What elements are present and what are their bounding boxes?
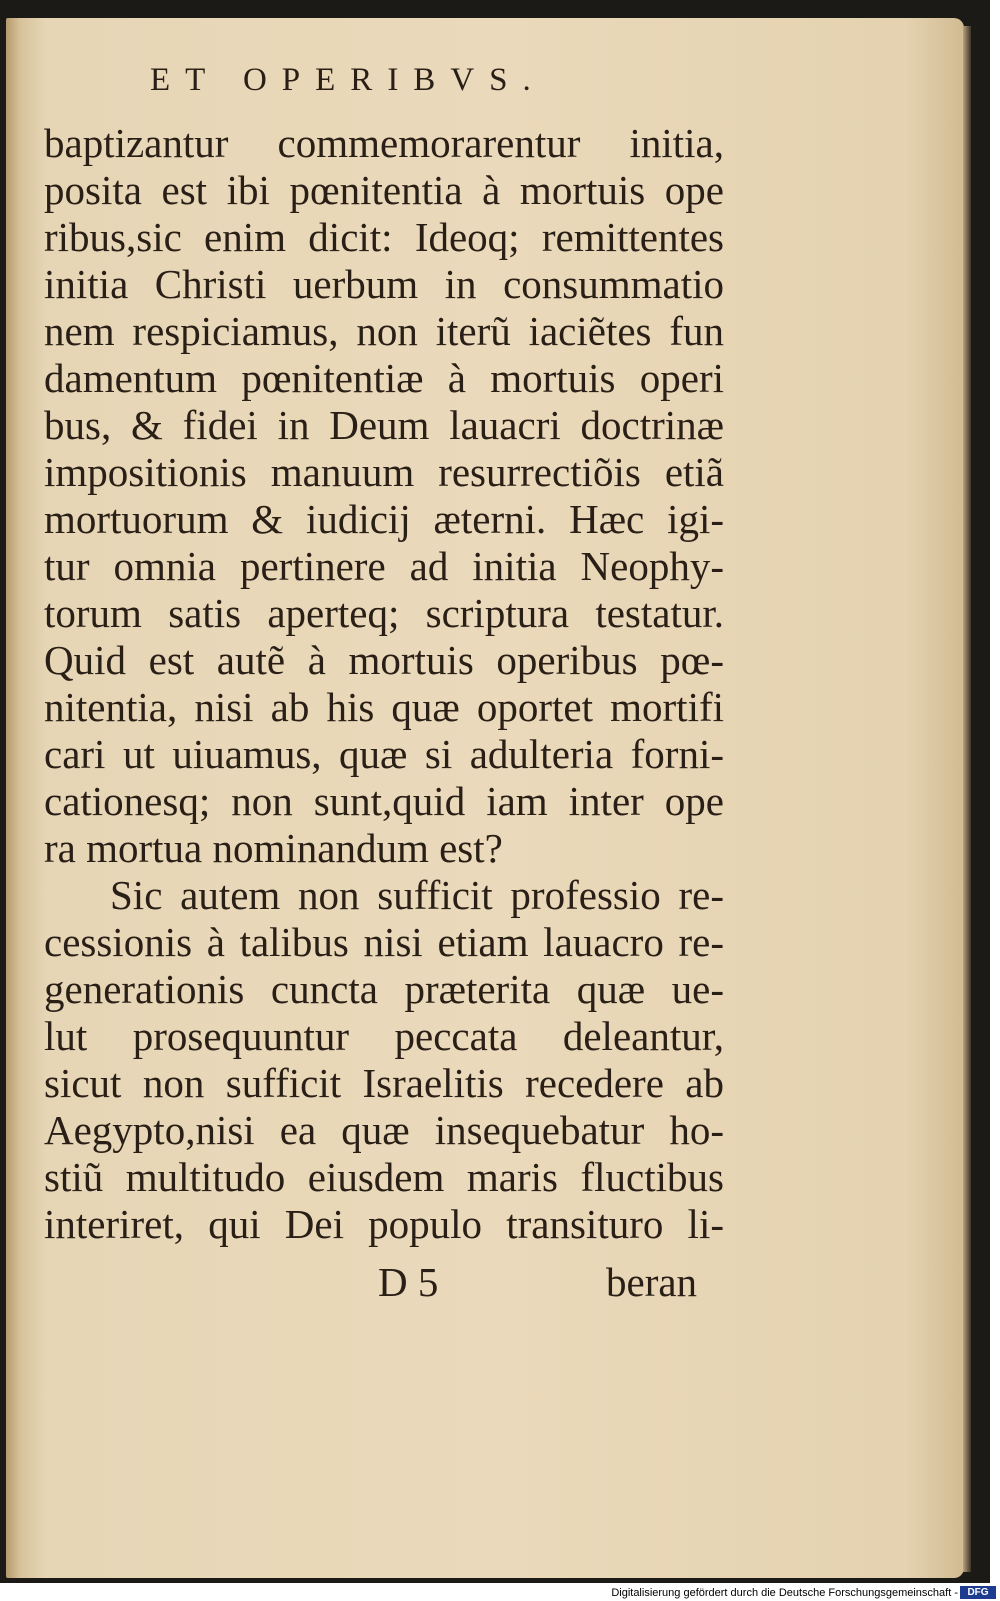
text-line: cari ut uiuamus, quæ si adulteria forni-: [44, 731, 724, 777]
text-line: nem respiciamus, non iterũ iaciẽtes fun: [44, 308, 724, 354]
text-line: Aegypto,nisi ea quæ insequebatur ho-: [44, 1107, 724, 1153]
catchword: beran: [606, 1259, 698, 1305]
text-line: lut prosequuntur peccata deleantur,: [44, 1013, 724, 1059]
text-line: ra mortua nominandum est?: [44, 825, 503, 871]
page-edge-shadow: [963, 26, 971, 1572]
text-line: Quid est autẽ à mortuis operibus pœ-: [44, 637, 724, 683]
text-line: generationis cuncta præterita quæ ue-: [44, 966, 724, 1012]
text-line: impositionis manuum resurrectiõis etiã: [44, 449, 724, 495]
signature-mark: D 5: [378, 1259, 439, 1305]
text-line: interiret, qui Dei populo transituro li-: [44, 1201, 724, 1247]
text-line: initia Christi uerbum in consummatio: [44, 261, 724, 307]
digitization-credit: Digitalisierung gefördert durch die Deutsche Forschungsgemeinschaft -: [611, 1587, 958, 1599]
text-line: torum satis aperteq; scriptura testatur.: [44, 590, 724, 636]
text-line: tur omnia pertinere ad initia Neophy-: [44, 543, 724, 589]
text-line: nitentia, nisi ab his quæ oportet mortifi: [44, 684, 724, 730]
body-text: [44, 120, 724, 1248]
text-line: mortuorum & iudicij æterni. Hæc igi-: [44, 496, 724, 542]
text-line: posita est ibi pœnitentia à mortuis ope: [44, 167, 724, 213]
text-line: damentum pœnitentiæ à mortuis operi: [44, 355, 724, 401]
text-line: sicut non sufficit Israelitis recedere ab: [44, 1060, 724, 1106]
dfg-logo: DFG: [960, 1586, 996, 1599]
text-line: stiũ multitudo eiusdem maris fluctibus: [44, 1154, 724, 1200]
text-line: baptizantur commemorarentur initia,: [44, 120, 724, 166]
text-line: cationesq; non sunt,quid iam inter ope: [44, 778, 724, 824]
text-line: cessionis à talibus nisi etiam lauacro re-: [44, 919, 724, 965]
text-line: bus, & fidei in Deum lauacri doctrinæ: [44, 402, 724, 448]
text-line: ribus,sic enim dicit: Ideoq; remittentes: [44, 214, 724, 260]
text-line-paragraph-start: Sic autem non sufficit professio re-: [110, 872, 724, 918]
running-title: ET OPERIBVS.: [150, 62, 546, 98]
